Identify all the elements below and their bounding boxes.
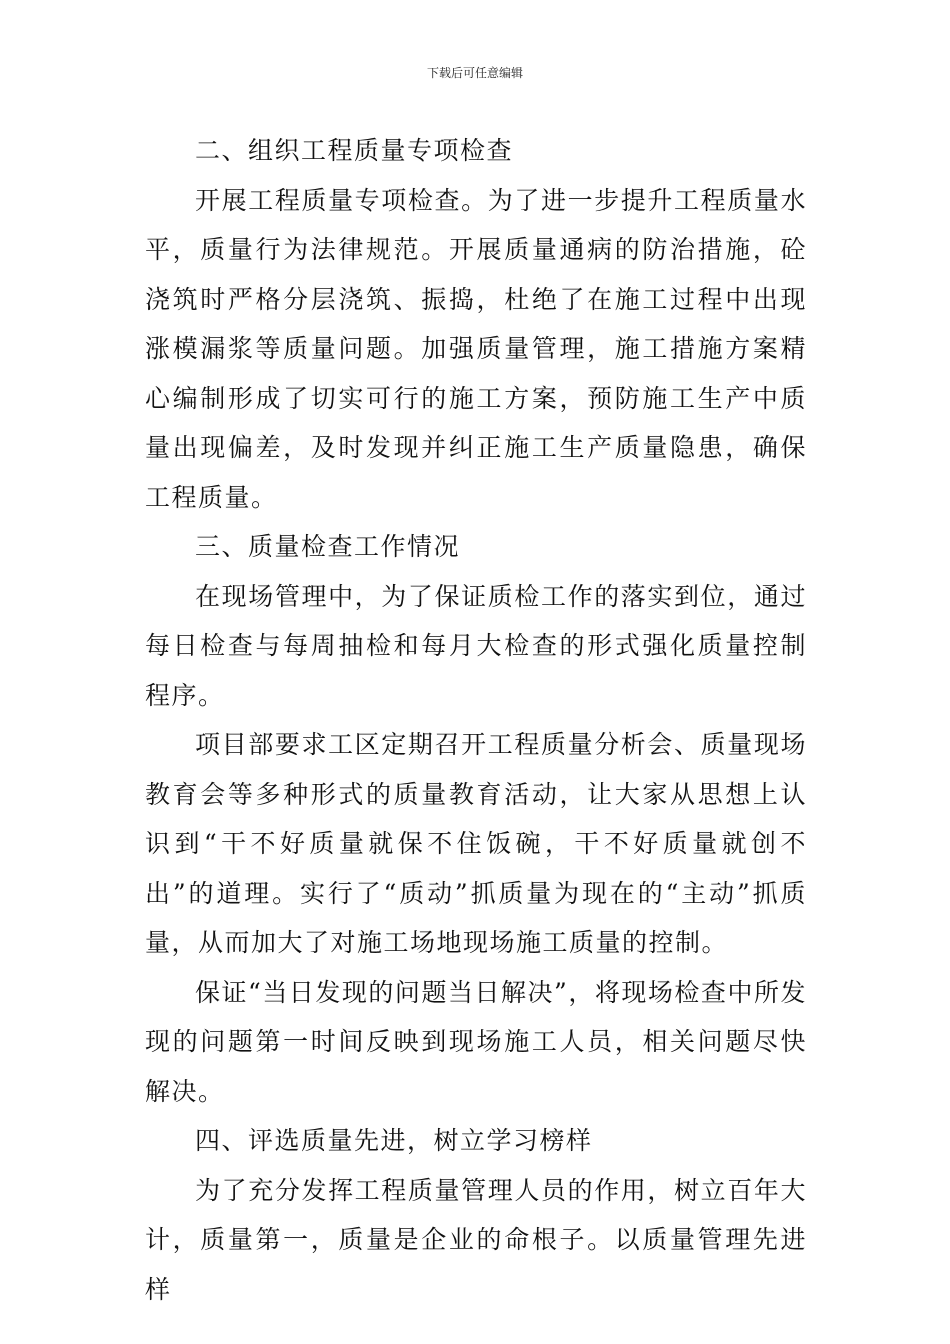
paragraph-same-day-resolution: 保证“当日发现的问题当日解决”，将现场检查中所发现的问题第一时间反映到现场施工人员，相关问题尽快解决。 <box>145 977 807 1106</box>
paragraph-quality-inspection: 开展工程质量专项检查。为了进一步提升工程质量水平，质量行为法律规范。开展质量通病的防治措施，砼浇筑时严格分层浇筑、振捣，杜绝了在施工过程中出现涨模漏浆等质量问题。加强质量管理，施工措施方案精心编制形成了切实可行的施工方案，预防施工生产中质量出现偏差，及时发现并纠正施工生产质量隐患，确保工程质量。 <box>145 185 807 512</box>
document-body <box>145 126 807 1314</box>
header-note: 下载后可任意编辑 <box>426 66 523 80</box>
paragraph-site-management: 在现场管理中，为了保证质检工作的落实到位，通过每日检查与每周抽检和每月大检查的形式强化质量控制程序。 <box>145 581 807 710</box>
paragraph-quality-education: 项目部要求工区定期召开工程质量分析会、质量现场教育会等多种形式的质量教育活动，让大家从思想上认识到“干不好质量就保不住饭碗，干不好质量就创不出”的道理。实行了“质动”抓质量为现在的“主动”抓质量，从而加大了对施工场地现场施工质量的控制。 <box>145 730 807 957</box>
section-heading-3: 三、质量检查工作情况 <box>195 532 461 561</box>
section-heading-2: 二、组织工程质量专项检查 <box>195 136 514 165</box>
paragraph-quality-models: 为了充分发挥工程质量管理人员的作用，树立百年大计，质量第一，质量是企业的命根子。以质量管理先进样 <box>145 1175 807 1304</box>
section-heading-4: 四、评选质量先进，树立学习榜样 <box>195 1126 593 1155</box>
